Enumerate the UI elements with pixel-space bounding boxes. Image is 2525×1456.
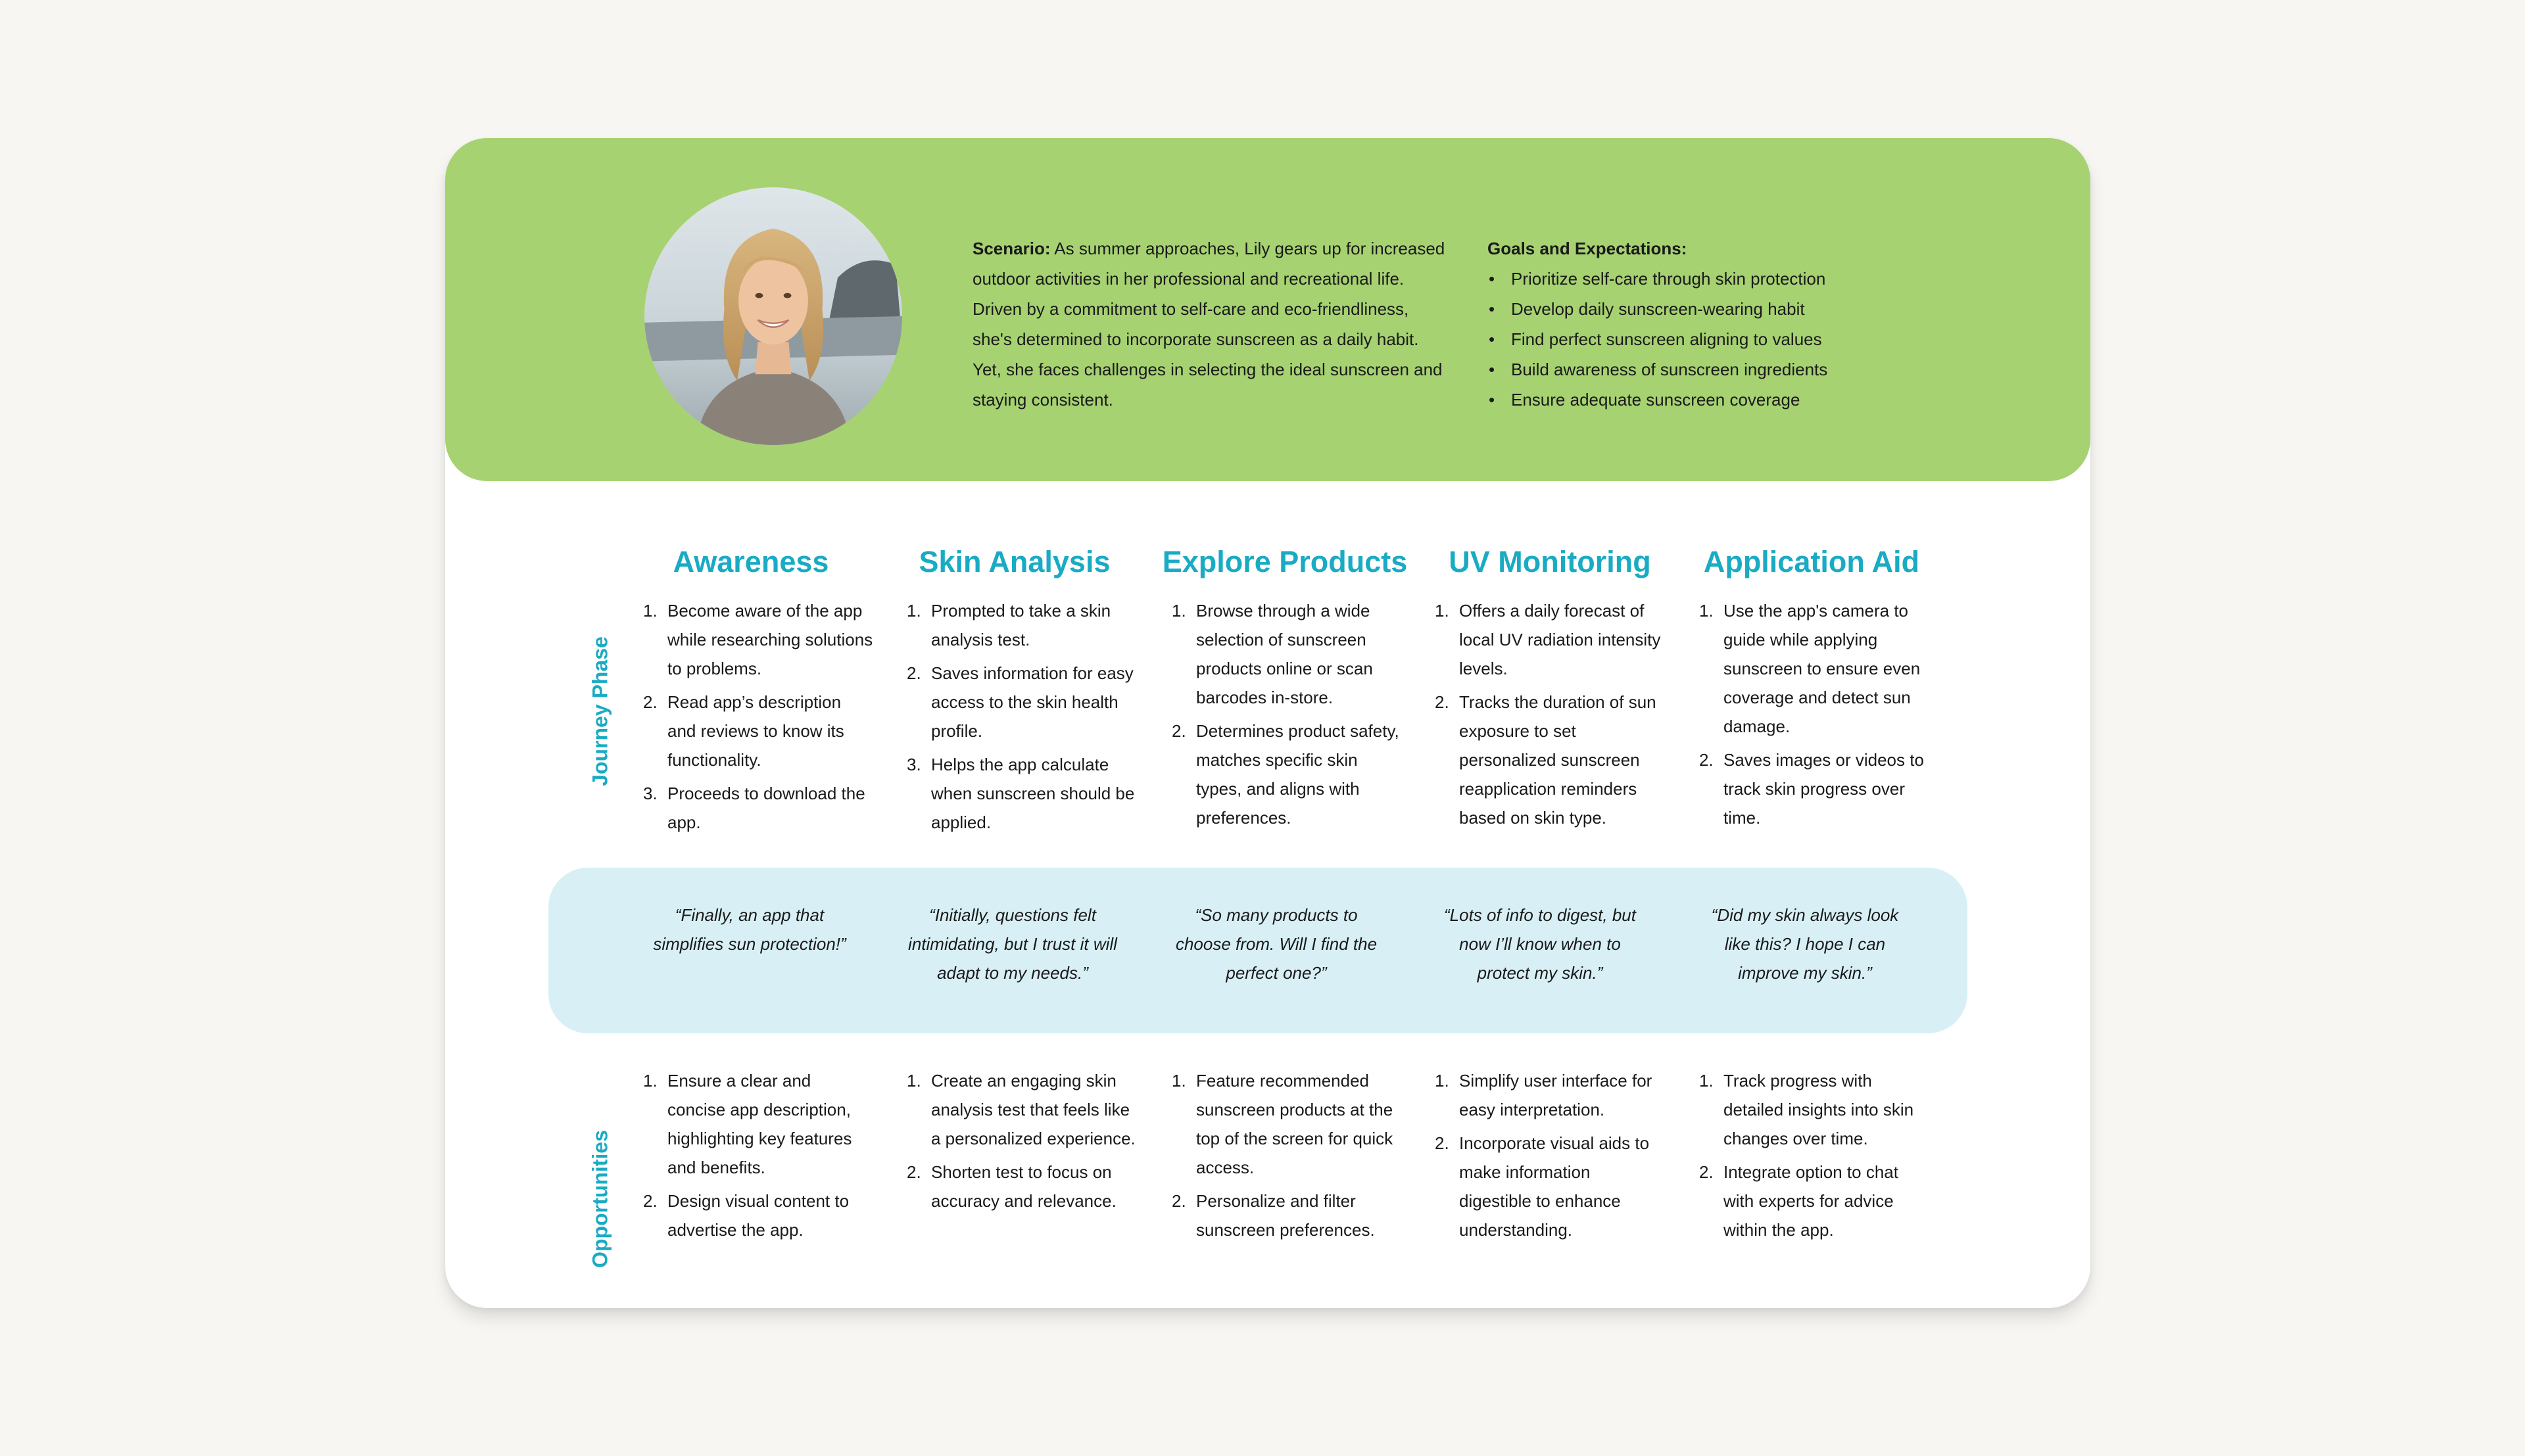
- row-label-opportunities: Opportunities: [588, 1130, 612, 1268]
- list-item: 1. Offers a daily forecast of local UV radiation intensity levels.: [1435, 601, 1661, 678]
- list-item: 1. Become aware of the app while researching solutions to problems.: [643, 601, 873, 678]
- list-item: 3. Proceeds to download the app.: [643, 784, 865, 832]
- journey-list-skin-analysis: [907, 596, 1137, 841]
- goal-item: • Develop daily sunscreen-wearing habit: [1487, 294, 1908, 324]
- goal-item: • Find perfect sunscreen aligning to values: [1487, 324, 1908, 354]
- list-item: 1. Create an engaging skin analysis test that feels like a personalized experience.: [907, 1071, 1136, 1148]
- list-item: 2. Determines product safety, matches specific skin types, and aligns with preferences.: [1172, 721, 1399, 828]
- list-item: 2. Integrate option to chat with experts for advice within the app.: [1699, 1162, 1898, 1240]
- opportunities-list-awareness: [643, 1066, 873, 1249]
- list-item: 2. Saves information for easy access to the skin health profile.: [907, 663, 1134, 741]
- journey-list-awareness: [643, 596, 873, 841]
- list-item: 2. Design visual content to advertise the app.: [643, 1191, 850, 1240]
- list-item: 1. Use the app's camera to guide while applying sunscreen to ensure even coverage and detect sun damage.: [1699, 601, 1921, 736]
- journey-map-card: [445, 138, 2090, 1308]
- goal-item: • Ensure adequate sunscreen coverage: [1487, 385, 1908, 415]
- journey-list-uv-monitoring: [1435, 596, 1665, 837]
- mindset-quote-skin-analysis: “Initially, questions felt intimidating, but I trust it will adapt to my needs.”: [908, 905, 1117, 983]
- row-label-journey-phase: Journey Phase: [588, 636, 612, 786]
- list-item: 1. Prompted to take a skin analysis test.: [907, 601, 1111, 649]
- journey-list-explore-products: [1172, 596, 1402, 837]
- goal-item: • Prioritize self-care through skin protection: [1487, 264, 1908, 294]
- goals-title: Goals and Expectations:: [1487, 239, 1687, 258]
- opportunities-list-explore-products: [1172, 1066, 1402, 1249]
- goals-list: [1487, 264, 1908, 415]
- list-item: 1. Track progress with detailed insights into skin changes over time.: [1699, 1071, 1914, 1148]
- mindset-quote-application-aid: “Did my skin always look like this? I hope I can improve my skin.”: [1711, 905, 1899, 983]
- opportunities-list-application-aid: [1699, 1066, 1929, 1249]
- opportunities-list-skin-analysis: [907, 1066, 1137, 1220]
- phase-title-uv-monitoring: UV Monitoring: [1449, 545, 1651, 578]
- mindset-quote-awareness: “Finally, an app that simplifies sun protection!”: [653, 905, 846, 954]
- opportunities-list-uv-monitoring: [1435, 1066, 1665, 1249]
- scenario-body: As summer approaches, Lily gears up for increased outdoor activities in her professional and recreational life. Driven by a commitment to self-care and eco-friendliness, she's determined to incorporate sunscreen as a daily habit. Yet, she faces challenges in selecting the ideal sunscreen and staying consistent.: [973, 239, 1445, 410]
- list-item: 2. Saves images or videos to track skin progress over time.: [1699, 750, 1924, 828]
- persona-avatar: [644, 187, 902, 445]
- list-item: 2. Shorten test to focus on accuracy and relevance.: [907, 1162, 1117, 1211]
- phase-title-application-aid: Application Aid: [1703, 545, 1920, 578]
- goals-section: [1487, 233, 1908, 415]
- list-item: 2. Tracks the duration of sun exposure to set personalized sunscreen reapplication reminders based on skin type.: [1435, 692, 1656, 828]
- phase-title-skin-analysis: Skin Analysis: [919, 545, 1111, 578]
- phase-title-awareness: Awareness: [673, 545, 829, 578]
- scenario-text: [973, 233, 1446, 415]
- list-item: 3. Helps the app calculate when sunscreen should be applied.: [907, 755, 1135, 832]
- list-item: 1. Feature recommended sunscreen products at the top of the screen for quick access.: [1172, 1071, 1393, 1177]
- list-item: 2. Personalize and filter sunscreen preferences.: [1172, 1191, 1375, 1240]
- list-item: 2. Read app’s description and reviews to know its functionality.: [643, 692, 844, 770]
- goal-item: • Build awareness of sunscreen ingredients: [1487, 354, 1908, 385]
- list-item: 1. Simplify user interface for easy interpretation.: [1435, 1071, 1652, 1119]
- persona-header: [445, 138, 2090, 481]
- mindset-quote-uv-monitoring: “Lots of info to digest, but now I’ll know when to protect my skin.”: [1444, 905, 1636, 983]
- phase-title-explore-products: Explore Products: [1162, 545, 1408, 578]
- mindset-quote-explore-products: “So many products to choose from. Will I find the perfect one?”: [1175, 905, 1378, 983]
- persona-photo-icon: [644, 187, 902, 445]
- journey-list-application-aid: [1699, 596, 1929, 837]
- scenario-label: Scenario:: [973, 239, 1051, 258]
- list-item: 1. Browse through a wide selection of sunscreen products online or scan barcodes in-store.: [1172, 601, 1373, 707]
- list-item: 2. Incorporate visual aids to make information digestible to enhance understanding.: [1435, 1133, 1650, 1240]
- list-item: 1. Ensure a clear and concise app description, highlighting key features and benefits.: [643, 1071, 852, 1177]
